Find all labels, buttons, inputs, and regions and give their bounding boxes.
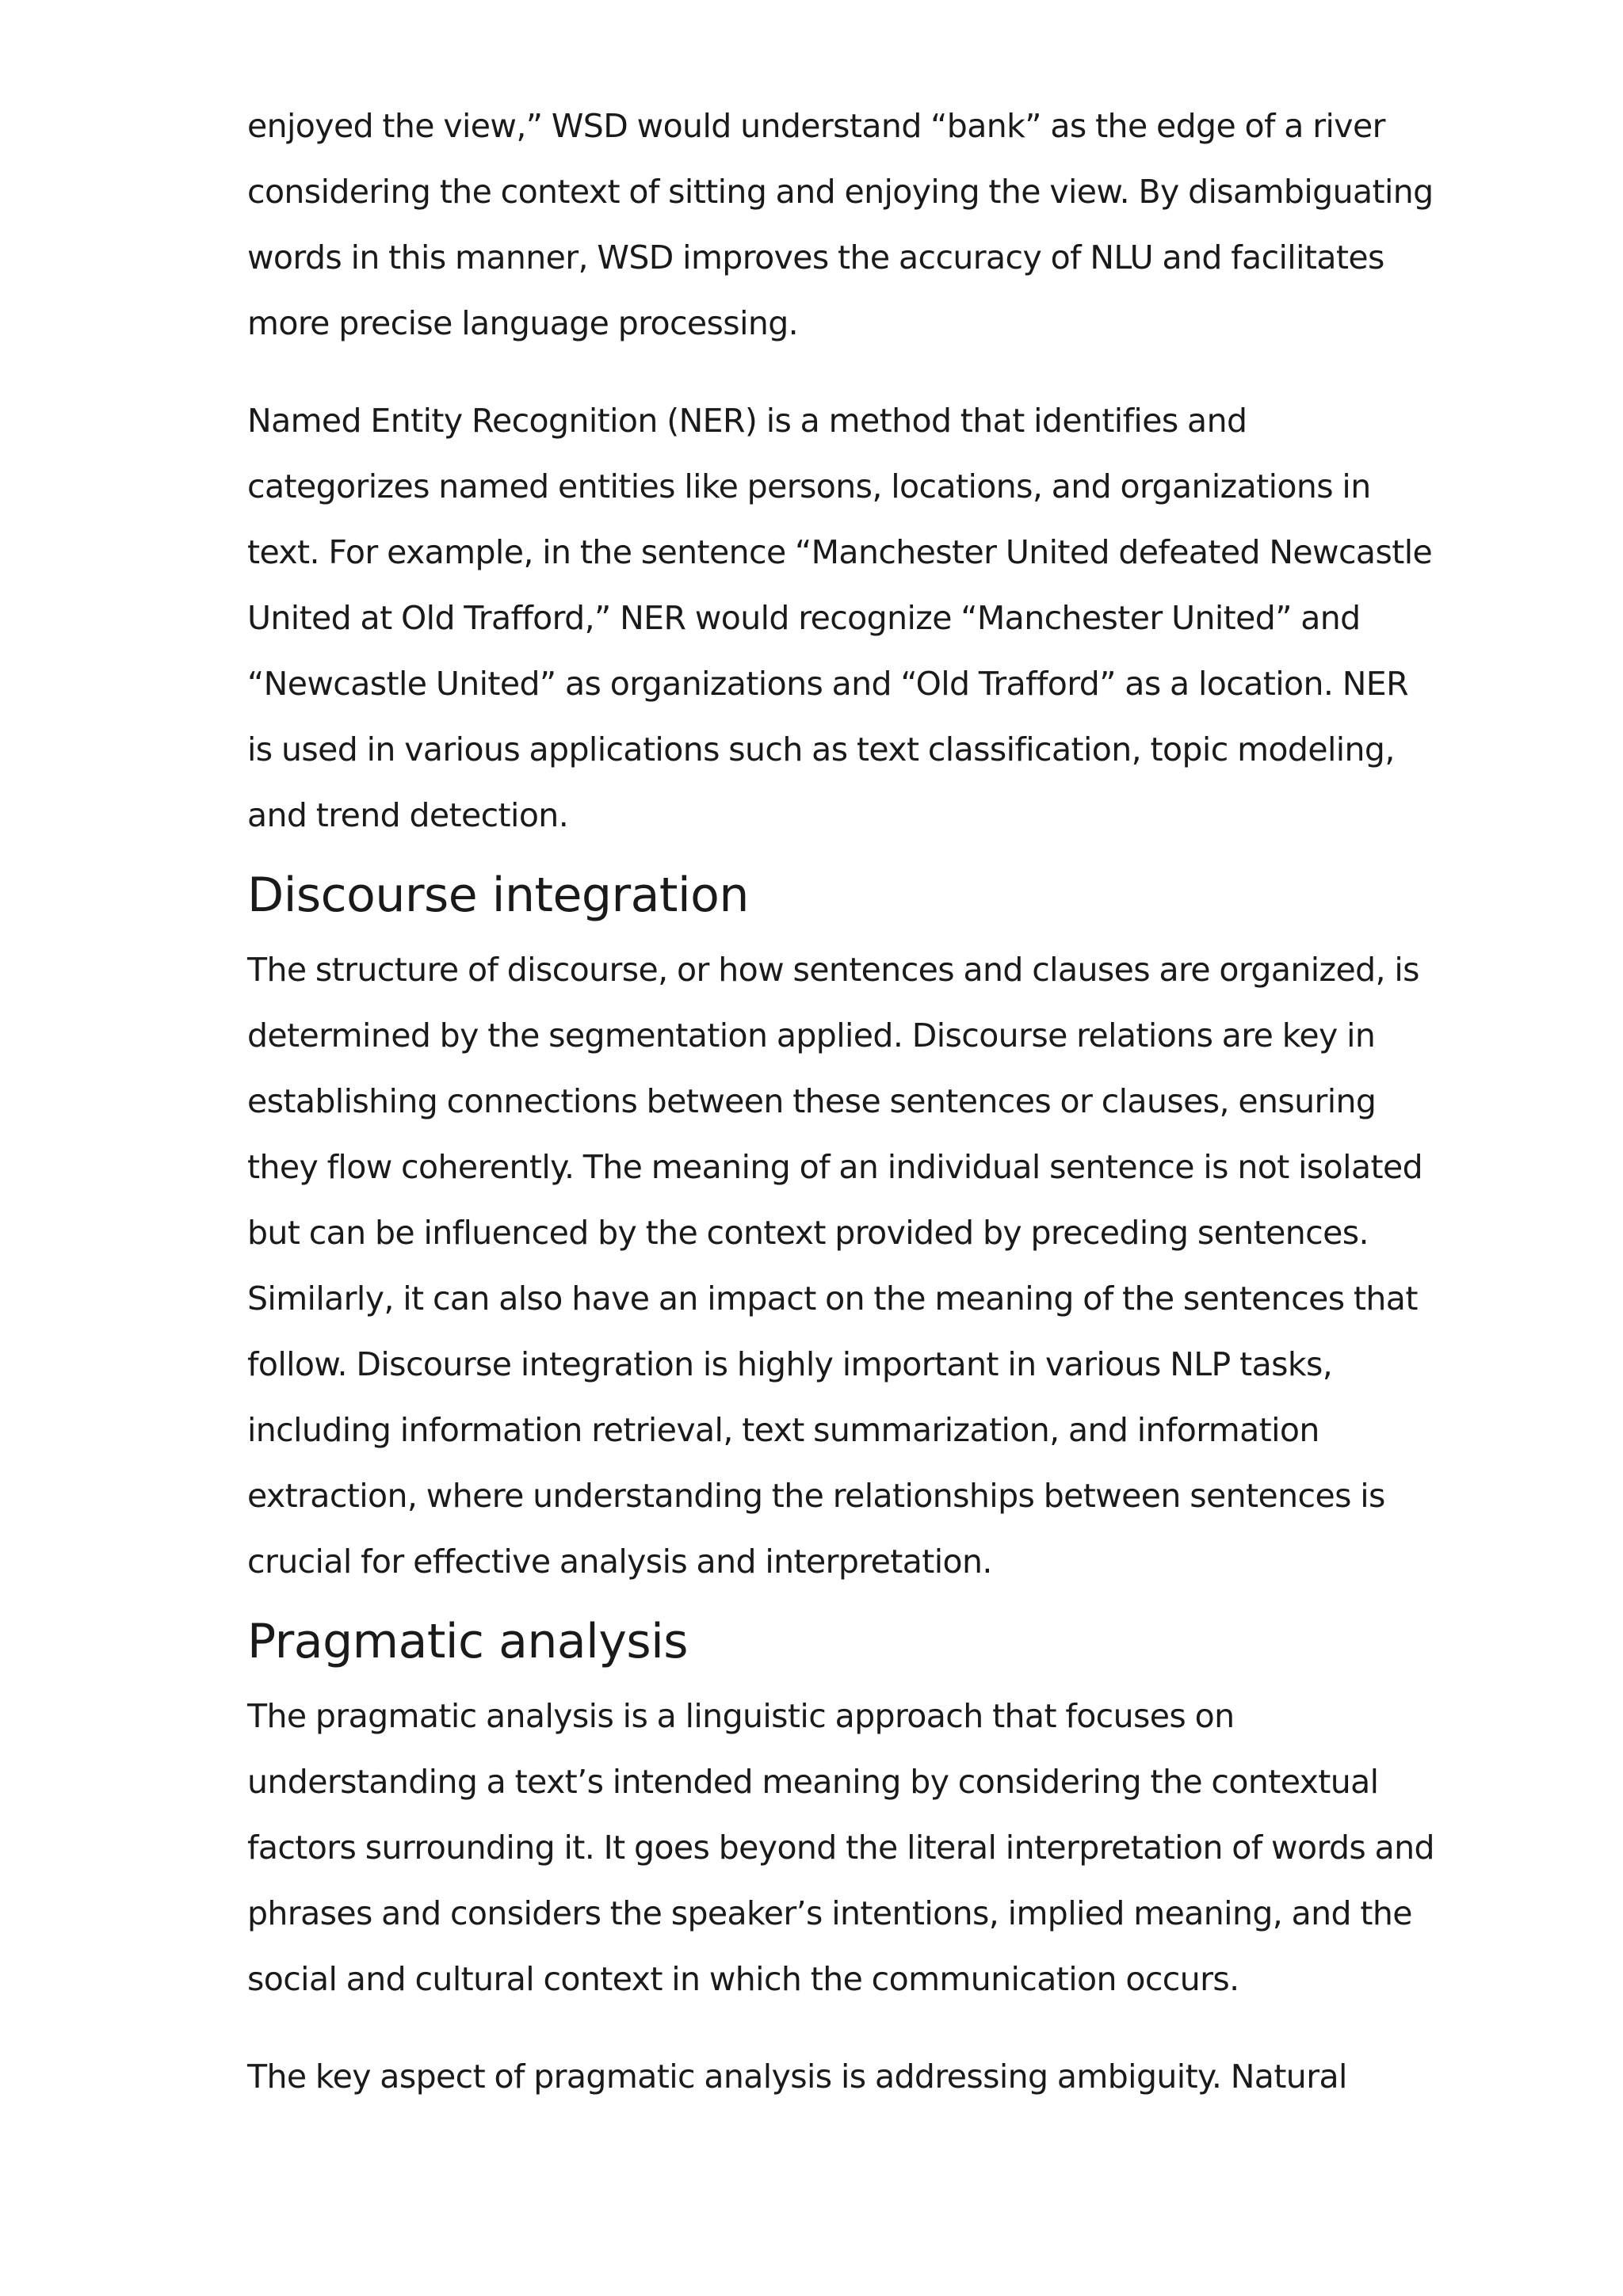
paragraph-discourse: The structure of discourse, or how sentences and clauses are organized, is determined by the segmentation applied. Discourse relations are key in establishing connections between these sentences or clauses, ensuring they flow coherently. The meaning of an individual sentence is not isolated but can be influenced by the context provided by preceding sentences. Similarly, it can also have an impact on the meaning of the sentences that follow. Discourse integration is highly important in various NLP tasks, including information retrieval, text summarization, and information extraction, where understanding the relationships between sentences is crucial for effective analysis and interpretation. bbox=[247, 951, 1423, 1581]
document-page bbox=[247, 93, 1436, 2142]
paragraph-wsd: enjoyed the view,” WSD would understand “bank” as the edge of a river considering the context of sitting and enjoying the view. By disambiguating words in this manner, WSD improves the accuracy of NLU and facilitates more precise language processing. bbox=[247, 107, 1434, 342]
paragraph-pragmatic-2: The key aspect of pragmatic analysis is addressing ambiguity. Natural bbox=[247, 2058, 1347, 2096]
paragraph-pragmatic-1: The pragmatic analysis is a linguistic approach that focuses on understanding a text’s intended meaning by considering the contextual factors surrounding it. It goes beyond the literal interpretation of words and phrases and considers the speaker’s intentions, implied meaning, and the social and cultural context in which the communication occurs. bbox=[247, 1697, 1434, 1998]
paragraph-ner: Named Entity Recognition (NER) is a method that identifies and categorizes named entities like persons, locations, and organizations in text. For example, in the sentence “Manchester United defeated Newcastle United at Old Trafford,” NER would recognize “Manchester United” and “Newcastle United” as organizations and “Old Trafford” as a location. NER is used in various applications such as text classification, topic modeling, and trend detection. bbox=[247, 402, 1433, 834]
heading-discourse-integration: Discourse integration bbox=[247, 868, 749, 923]
heading-pragmatic-analysis: Pragmatic analysis bbox=[247, 1614, 689, 1669]
